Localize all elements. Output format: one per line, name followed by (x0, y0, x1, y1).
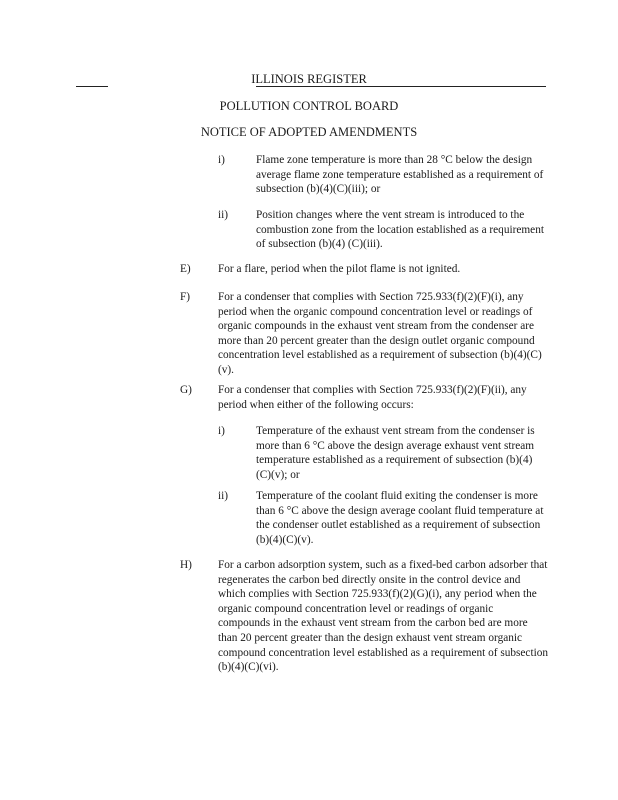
item-text: For a flare, period when the pilot flame is not ignited. (218, 263, 461, 275)
notice-title: NOTICE OF ADOPTED AMENDMENTS (200, 125, 418, 139)
item-label: E) (180, 263, 191, 275)
register-title: ILLINOIS REGISTER (251, 72, 367, 86)
item-text: Temperature of the exhaust vent stream from the condenser is more than 6 °C above the design average exhaust vent stream temperature established as a requirement of subsection (b)(4)(C)(v); or (256, 425, 535, 481)
item-text: Flame zone temperature is more than 28 °C below the design average flame zone temperature established as a requirement of subsection (b)(4)(C)(iii); or (256, 154, 544, 196)
item-text: For a condenser that complies with Section 725.933(f)(2)(F)(i), any period when the organic compound concentration level or readings of organic compounds in the exhaust vent stream from the condenser are more than 20 percent greater than the design outlet organic compound concentration level established as a requirement of subsection (b)(4)(C)(v). (218, 291, 542, 376)
item-text: Position changes where the vent stream is introduced to the combustion zone from the location established as a requirement of subsection (b)(4) (C)(iii). (256, 209, 544, 251)
board-title: POLLUTION CONTROL BOARD (219, 99, 399, 113)
item-label: H) (180, 559, 192, 571)
item-text: Temperature of the coolant fluid exiting the condenser is more than 6 °C above the design average coolant fluid temperature at the condenser outlet established as a requirement of subsection (b)(4)(C)(v). (256, 490, 544, 546)
item-label: i) (218, 154, 225, 166)
item-label: F) (180, 291, 191, 303)
item-label: G) (180, 384, 192, 396)
item-label: ii) (218, 490, 229, 502)
item-text: For a carbon adsorption system, such as a fixed-bed carbon adsorber that regenerates the carbon bed directly onsite in the control device and which complies with Section 725.933(f)(2)(G)(i), any period when the organic compound concentration level or readings of organic compounds in the exhaust vent stream from the carbon bed are more than 20 percent greater than the design exhaust vent stream organic compound concentration level established as a requirement of subsection (b)(4)(C)(vi). (218, 559, 549, 674)
item-label: ii) (218, 209, 229, 221)
item-label: i) (218, 425, 225, 437)
item-text: For a condenser that complies with Section 725.933(f)(2)(F)(ii), any period when either of the following occurs: (218, 384, 527, 411)
